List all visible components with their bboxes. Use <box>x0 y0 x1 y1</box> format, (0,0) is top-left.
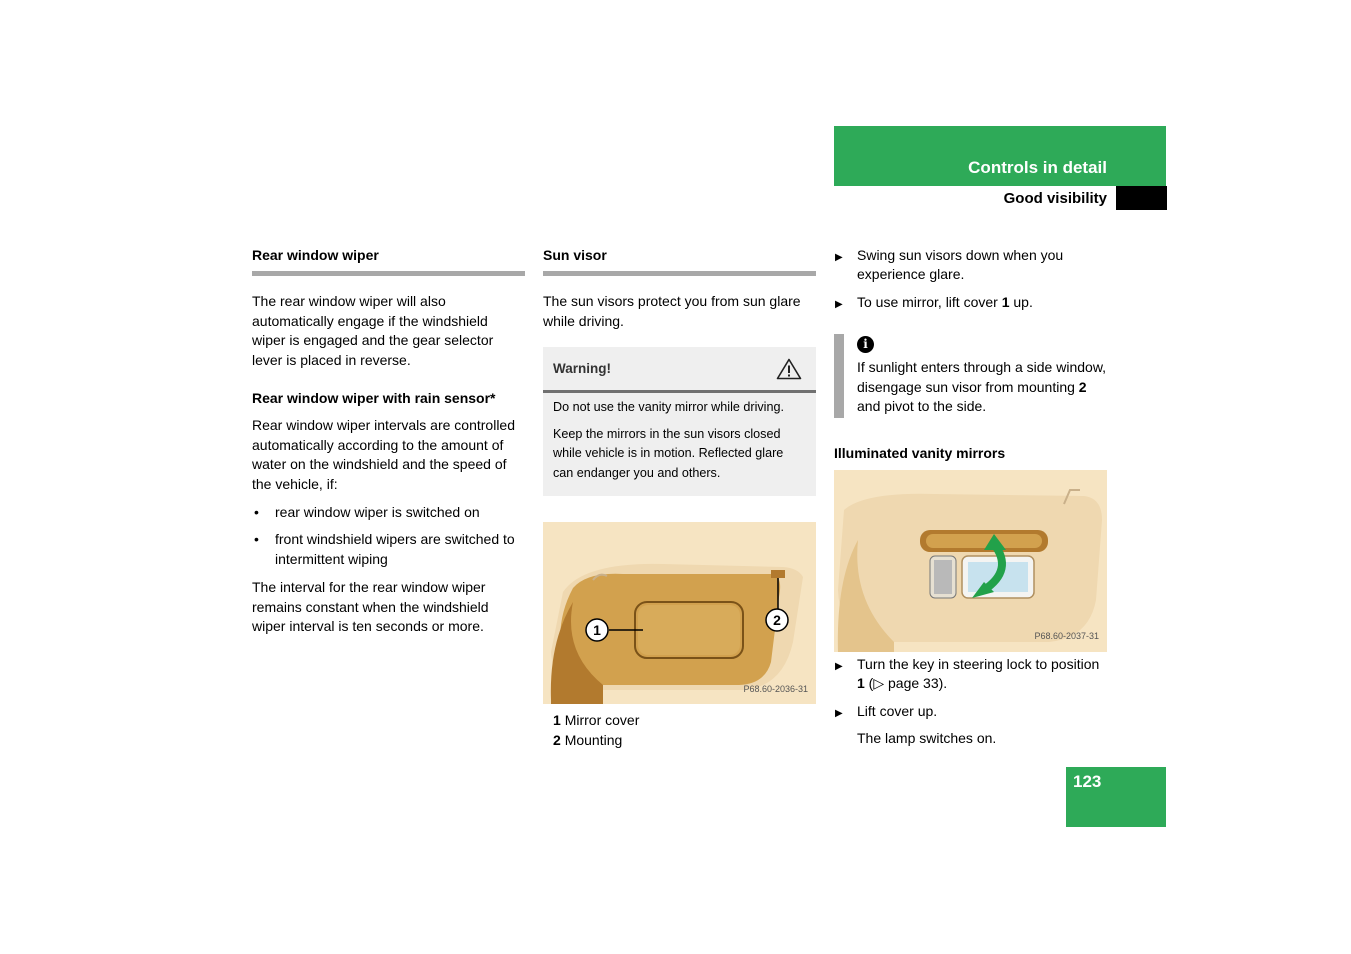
lamp-steps <box>834 655 1107 721</box>
page-number: 123 <box>1073 772 1102 791</box>
info-icon: i <box>857 336 874 353</box>
step-lift-cover: ▶ Lift cover up. <box>834 702 1107 721</box>
note-text: If sunlight enters through a side window, disengage sun visor from mounting 2 and pivot to the side. <box>857 359 1107 415</box>
header-black-tab <box>1116 186 1167 210</box>
warning-line: Do not use the vanity mirror while driving. <box>553 400 784 415</box>
rear-wiper-closing: The interval for the rear window wiper remains constant when the windshield wiper interval is ten seconds or more. <box>252 579 489 635</box>
step-turn-key: ▶ Turn the key in steering lock to position 1 (▷ page 33). <box>834 655 1107 694</box>
figure-legend <box>543 711 816 750</box>
step-use-mirror: ▶ To use mirror, lift cover 1 up. <box>834 293 1107 312</box>
callout-2: 2 <box>773 612 781 629</box>
subsection-title: Good visibility <box>1003 190 1107 207</box>
warning-body <box>543 393 816 496</box>
subheading-rain-sensor: Rear window wiper with rain sensor* <box>252 390 496 407</box>
warning-box <box>543 347 816 496</box>
step-swing-down: ▶ Swing sun visors down when you experience glare. <box>834 246 1107 285</box>
visor-steps <box>834 246 1107 312</box>
warning-title: Warning! <box>553 360 611 376</box>
warning-line: Keep the mirrors in the sun visors closed while vehicle is in motion. Reflected glare can endanger you and others. <box>553 426 784 480</box>
callout-1: 1 <box>593 622 601 639</box>
warning-triangle-icon <box>776 358 802 380</box>
heading-sun-visor: Sun visor <box>543 246 816 276</box>
sun-visor-figure <box>543 522 816 704</box>
column-sun-visor <box>543 246 816 750</box>
lamp-result: The lamp switches on. <box>857 730 997 747</box>
list-item: • front windshield wipers are switched to intermittent wiping <box>252 530 525 569</box>
figure-id: P68.60-2036-31 <box>743 683 808 694</box>
figure-id: P68.60-2037-31 <box>1034 631 1099 642</box>
rain-sensor-conditions <box>252 503 525 569</box>
vanity-mirror-figure <box>834 470 1107 652</box>
vanity-mirror-illustration <box>834 470 1107 652</box>
sun-visor-intro: The sun visors protect you from sun glare while driving. <box>543 293 801 329</box>
rear-wiper-intro: The rear window wiper will also automatically engage if the windshield wiper is engaged and the gear selector lever is placed in reverse. <box>252 293 494 368</box>
sun-visor-illustration <box>543 522 816 704</box>
note-bar <box>834 334 844 418</box>
column-visor-usage <box>834 246 1107 757</box>
heading-illuminated-mirrors: Illuminated vanity mirrors <box>834 445 1006 462</box>
page-number-box <box>1066 767 1166 827</box>
list-item: • rear window wiper is switched on <box>252 503 525 522</box>
heading-rear-window-wiper: Rear window wiper <box>252 246 525 276</box>
column-rear-wiper <box>252 246 525 646</box>
rain-sensor-text: Rear window wiper intervals are controlled automatically according to the amount of water on the windshield and the speed of the vehicle, if: <box>252 417 516 492</box>
legend-item: 1 Mirror cover <box>553 712 640 729</box>
section-title: Controls in detail <box>968 158 1107 177</box>
info-note <box>834 334 1107 416</box>
legend-item: 2 Mounting <box>553 731 623 748</box>
warning-header <box>543 347 816 393</box>
